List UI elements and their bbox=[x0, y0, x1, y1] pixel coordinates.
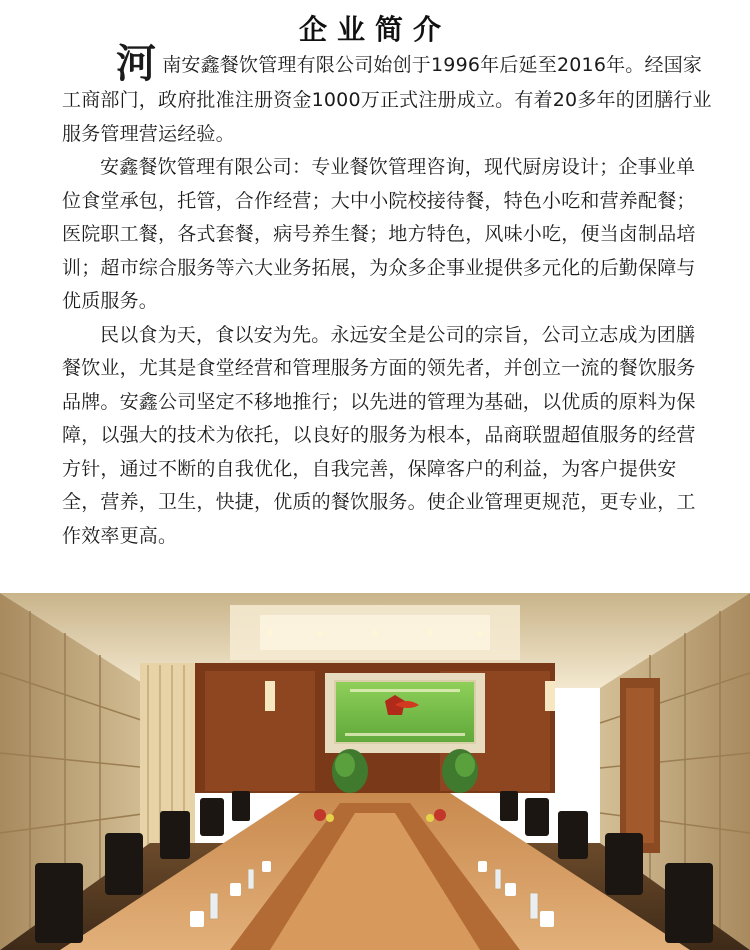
dropcap-letter: 河 bbox=[116, 41, 157, 87]
intro-paragraph bbox=[62, 41, 712, 151]
business-scope-paragraph: 安鑫餐饮管理有限公司：专业餐饮管理咨询，现代厨房设计；企事业单位食堂承包，托管，合作经营；大中小院校接待餐，特色小吃和营养配餐；医院职工餐，各式套餐，病号养生餐；地方特色，风味小吃，便当卤制品培训；超市综合服务等六大业务拓展，为众多企事业提供多元化的后勤保障与优质服务。 bbox=[62, 156, 696, 312]
company-intro-text bbox=[62, 41, 712, 553]
conference-room-photo bbox=[0, 593, 750, 950]
page-title: 企业简介 bbox=[298, 13, 451, 46]
intro-continuation: 经国家工商部门，政府批准注册资金1000万正式注册成立。有着20多年的团膳行业服务管理营运经验。 bbox=[62, 54, 712, 145]
company-mission-paragraph: 民以食为天，食以安为先。永远安全是公司的宗旨，公司立志成为团膳餐饮业，尤其是食堂经营和管理服务方面的领先者，并创立一流的餐饮服务品牌。安鑫公司坚定不移地推行；以先进的管理为基础，以优质的原料为保障，以强大的技术为依托，以良好的服务为根本，品商联盟超值服务的经营方针，通过不断的自我优化，自我完善，保障客户的利益，为客户提供安全，营养，卫生，快捷，优质的餐饮服务。使企业管理更规范，更专业，工作效率更高。 bbox=[62, 323, 696, 547]
intro-first-line: 南安鑫餐饮管理有限公司始创于1996年后延至2016年。 bbox=[162, 54, 645, 76]
